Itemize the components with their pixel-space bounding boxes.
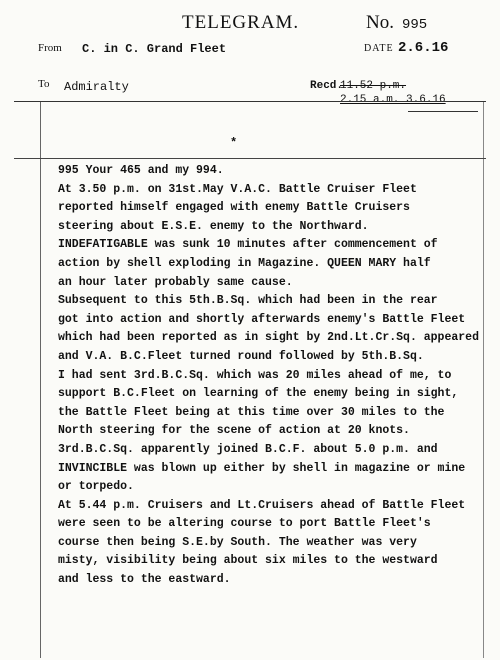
- message-line: At 3.50 p.m. on 31st.May V.A.C. Battle Cruiser Fleet: [58, 182, 417, 196]
- message-line: got into action and shortly afterwards enemy's Battle Fleet: [58, 312, 466, 326]
- telegram-number: 995: [402, 17, 428, 33]
- message-line: INVINCIBLE was blown up either by shell in magazine or mine: [58, 461, 466, 475]
- message-line: action by shell exploding in Magazine. QUEEN MARY half: [58, 256, 431, 270]
- received-underline: [408, 111, 478, 112]
- to-label: To: [38, 78, 50, 90]
- message-line: and less to the eastward.: [58, 573, 231, 587]
- message-line: reported himself engaged with enemy Battle Cruisers: [58, 201, 410, 215]
- message-line: an hour later probably same cause.: [58, 275, 293, 289]
- telegram-number-label: No.: [366, 12, 394, 33]
- message-line: or torpedo.: [58, 480, 134, 494]
- message-line: 3rd.B.C.Sq. apparently joined B.C.F. about 5.0 p.m. and: [58, 442, 438, 456]
- date-value: 2.6.16: [398, 40, 449, 56]
- message-line: course then being S.E.by South. The weather was very: [58, 535, 417, 549]
- message-head-rule: [14, 158, 486, 159]
- from-value: C. in C. Grand Fleet: [82, 42, 227, 56]
- form-title: TELEGRAM.: [182, 12, 300, 33]
- to-value: Admiralty: [64, 80, 129, 94]
- message-line: I had sent 3rd.B.C.Sq. which was 20 miles ahead of me, to: [58, 368, 452, 382]
- message-line: the Battle Fleet being at this time over 30 miles to the: [58, 405, 445, 419]
- asterisk-mark: *: [230, 136, 238, 150]
- message-body: [58, 162, 490, 590]
- received-time-struck: 11.52 p.m.: [340, 80, 407, 92]
- message-line: At 5.44 p.m. Cruisers and Lt.Cruisers ahead of Battle Fleet: [58, 498, 466, 512]
- message-line: and V.A. B.C.Fleet turned round followed by 5th.B.Sq.: [58, 349, 424, 363]
- message-line: misty, visibility being about six miles to the westward: [58, 554, 438, 568]
- received-time: 2.15 a.m. 3.6.16: [340, 94, 446, 106]
- message-line: Subsequent to this 5th.B.Sq. which had been in the rear: [58, 294, 438, 308]
- message-line: were seen to be altering course to port Battle Fleet's: [58, 517, 431, 531]
- from-label: From: [38, 42, 62, 54]
- message-line: which had been reported as in sight by 2nd.Lt.Cr.Sq. appeared: [58, 331, 479, 345]
- header-rule: [14, 101, 486, 102]
- message-line: steering about E.S.E. enemy to the Northward.: [58, 219, 369, 233]
- message-line: North steering for the scene of action at 20 knots.: [58, 424, 410, 438]
- left-margin-rule: [40, 102, 41, 658]
- received-label: Recd.: [310, 80, 344, 92]
- message-line: 995 Your 465 and my 994.: [58, 164, 224, 177]
- message-line: support B.C.Fleet on learning of the enemy being in sight,: [58, 387, 459, 401]
- date-label: DATE: [364, 43, 394, 54]
- message-line: INDEFATIGABLE was sunk 10 minutes after commencement of: [58, 238, 438, 252]
